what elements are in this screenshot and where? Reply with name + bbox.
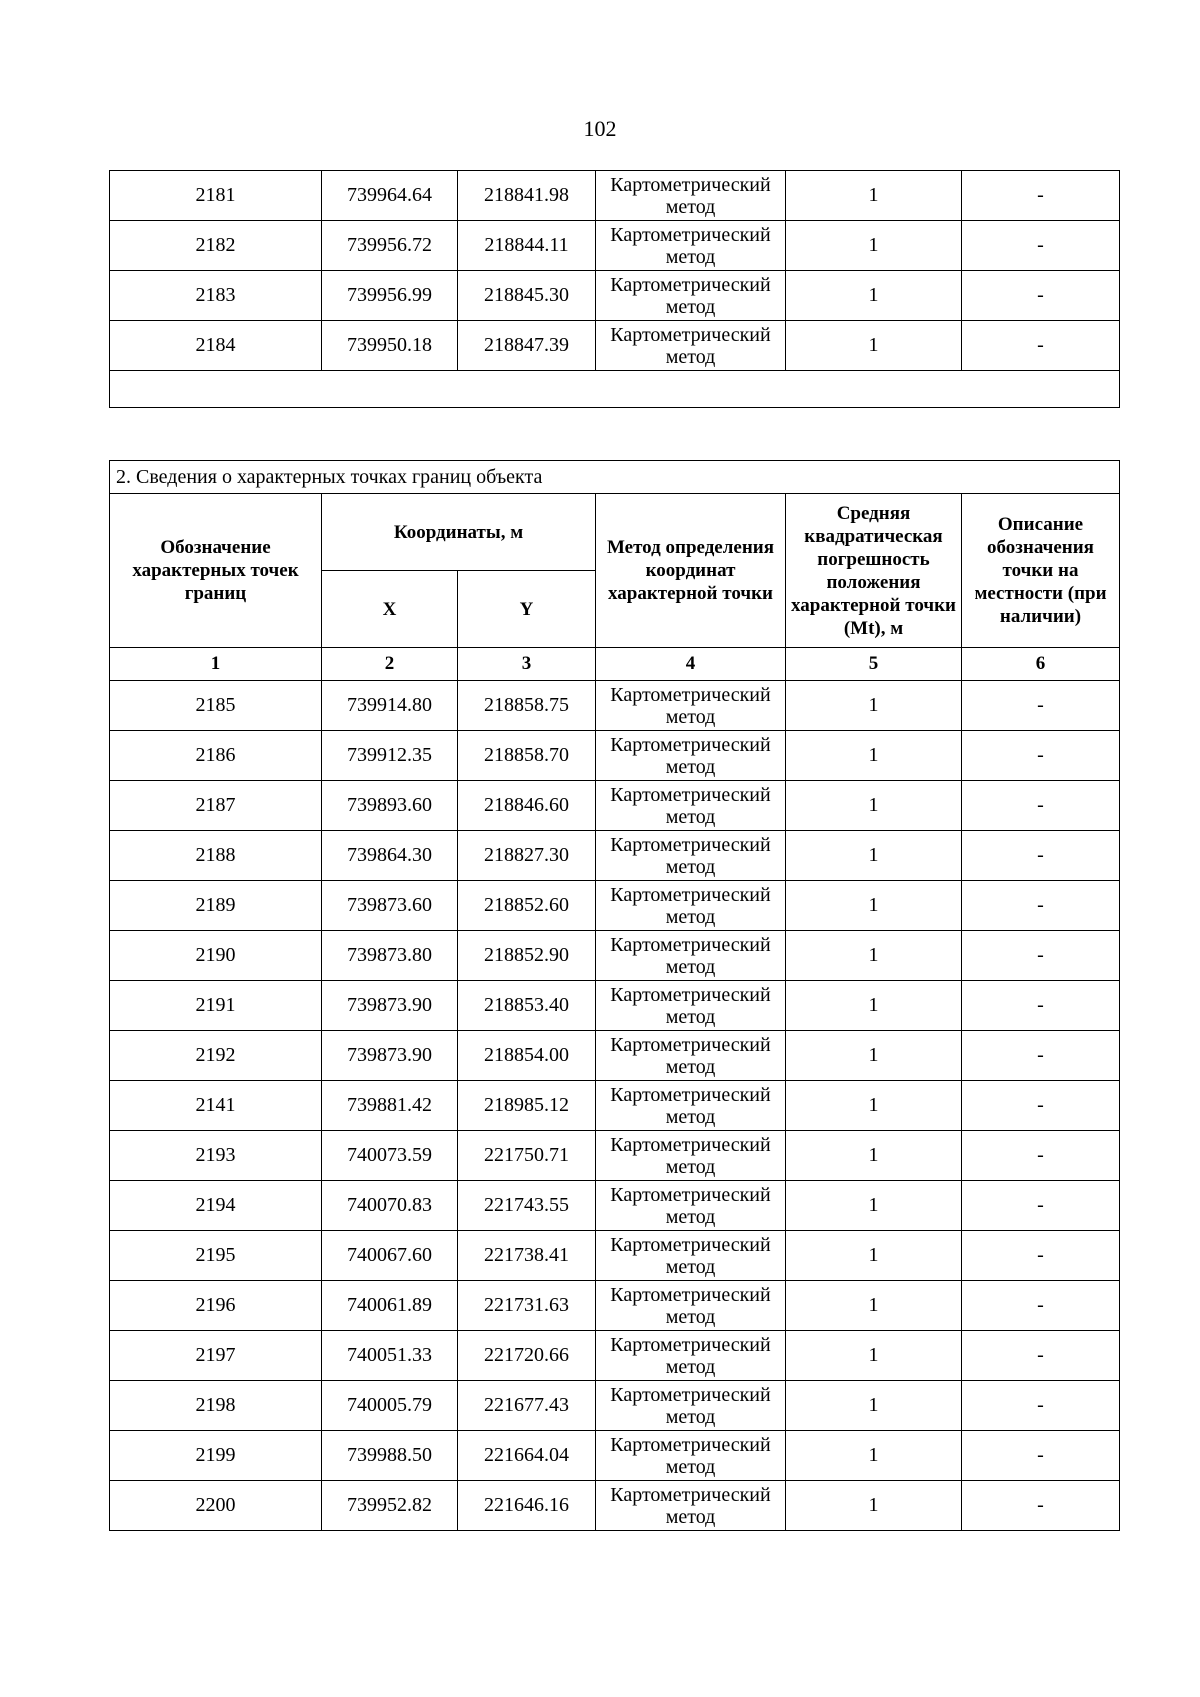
mean-error-cell: 1 <box>786 1131 962 1181</box>
point-id-cell: 2188 <box>110 831 322 881</box>
mean-error-cell: 1 <box>786 1431 962 1481</box>
y-coordinate-cell: 218844.11 <box>458 221 596 271</box>
point-id-cell: 2191 <box>110 981 322 1031</box>
table-row <box>110 271 1120 321</box>
point-id-cell: 2186 <box>110 731 322 781</box>
header-method: Метод определения координат характерной точки <box>596 494 786 648</box>
x-coordinate-cell: 739893.60 <box>322 781 458 831</box>
point-id-cell: 2181 <box>110 171 322 221</box>
method-cell: Картометрический метод <box>596 681 786 731</box>
description-cell: - <box>962 1031 1120 1081</box>
mean-error-cell: 1 <box>786 1331 962 1381</box>
mean-error-cell: 1 <box>786 781 962 831</box>
point-id-cell: 2197 <box>110 1331 322 1381</box>
point-id-cell: 2200 <box>110 1481 322 1531</box>
table-row <box>110 1031 1120 1081</box>
y-coordinate-cell: 221731.63 <box>458 1281 596 1331</box>
point-id-cell: 2199 <box>110 1431 322 1481</box>
column-number: 1 <box>110 648 322 681</box>
point-id-cell: 2194 <box>110 1181 322 1231</box>
table-row <box>110 1381 1120 1431</box>
point-id-cell: 2195 <box>110 1231 322 1281</box>
description-cell: - <box>962 831 1120 881</box>
point-id-cell: 2189 <box>110 881 322 931</box>
method-cell: Картометрический метод <box>596 1431 786 1481</box>
table-row <box>110 1281 1120 1331</box>
x-coordinate-cell: 739873.80 <box>322 931 458 981</box>
point-id-cell: 2185 <box>110 681 322 731</box>
header-x: X <box>322 571 458 648</box>
mean-error-cell: 1 <box>786 1281 962 1331</box>
point-id-cell: 2193 <box>110 1131 322 1181</box>
point-id-cell: 2187 <box>110 781 322 831</box>
x-coordinate-cell: 739956.99 <box>322 271 458 321</box>
column-number: 3 <box>458 648 596 681</box>
boundary-points-table <box>109 460 1120 1531</box>
y-coordinate-cell: 218845.30 <box>458 271 596 321</box>
table-row <box>110 981 1120 1031</box>
x-coordinate-cell: 740005.79 <box>322 1381 458 1431</box>
mean-error-cell: 1 <box>786 221 962 271</box>
section-title: 2. Сведения о характерных точках границ объекта <box>110 461 1120 494</box>
mean-error-cell: 1 <box>786 1181 962 1231</box>
method-cell: Картометрический метод <box>596 981 786 1031</box>
y-coordinate-cell: 218841.98 <box>458 171 596 221</box>
method-cell: Картометрический метод <box>596 881 786 931</box>
description-cell: - <box>962 1331 1120 1381</box>
column-number: 4 <box>596 648 786 681</box>
x-coordinate-cell: 739914.80 <box>322 681 458 731</box>
x-coordinate-cell: 739988.50 <box>322 1431 458 1481</box>
description-cell: - <box>962 1131 1120 1181</box>
method-cell: Картометрический метод <box>596 171 786 221</box>
method-cell: Картометрический метод <box>596 221 786 271</box>
method-cell: Картометрический метод <box>596 1031 786 1081</box>
y-coordinate-cell: 218847.39 <box>458 321 596 371</box>
table-row <box>110 931 1120 981</box>
y-coordinate-cell: 218854.00 <box>458 1031 596 1081</box>
x-coordinate-cell: 740051.33 <box>322 1331 458 1381</box>
x-coordinate-cell: 740073.59 <box>322 1131 458 1181</box>
method-cell: Картометрический метод <box>596 1131 786 1181</box>
description-cell: - <box>962 1431 1120 1481</box>
x-coordinate-cell: 739873.60 <box>322 881 458 931</box>
header-y: Y <box>458 571 596 648</box>
description-cell: - <box>962 221 1120 271</box>
point-id-cell: 2190 <box>110 931 322 981</box>
header-coordinates: Координаты, м <box>322 494 596 571</box>
y-coordinate-cell: 218846.60 <box>458 781 596 831</box>
x-coordinate-cell: 739873.90 <box>322 981 458 1031</box>
y-coordinate-cell: 218852.60 <box>458 881 596 931</box>
mean-error-cell: 1 <box>786 321 962 371</box>
mean-error-cell: 1 <box>786 731 962 781</box>
y-coordinate-cell: 221750.71 <box>458 1131 596 1181</box>
description-cell: - <box>962 321 1120 371</box>
x-coordinate-cell: 739952.82 <box>322 1481 458 1531</box>
table-row <box>110 781 1120 831</box>
y-coordinate-cell: 218858.70 <box>458 731 596 781</box>
y-coordinate-cell: 221720.66 <box>458 1331 596 1381</box>
y-coordinate-cell: 221738.41 <box>458 1231 596 1281</box>
x-coordinate-cell: 739950.18 <box>322 321 458 371</box>
table-row <box>110 1181 1120 1231</box>
x-coordinate-cell: 739964.64 <box>322 171 458 221</box>
y-coordinate-cell: 218858.75 <box>458 681 596 731</box>
method-cell: Картометрический метод <box>596 931 786 981</box>
method-cell: Картометрический метод <box>596 731 786 781</box>
description-cell: - <box>962 1231 1120 1281</box>
mean-error-cell: 1 <box>786 881 962 931</box>
description-cell: - <box>962 171 1120 221</box>
mean-error-cell: 1 <box>786 931 962 981</box>
method-cell: Картометрический метод <box>596 321 786 371</box>
x-coordinate-cell: 739864.30 <box>322 831 458 881</box>
method-cell: Картометрический метод <box>596 1331 786 1381</box>
mean-error-cell: 1 <box>786 1481 962 1531</box>
mean-error-cell: 1 <box>786 831 962 881</box>
mean-error-cell: 1 <box>786 1381 962 1431</box>
point-id-cell: 2184 <box>110 321 322 371</box>
table-row <box>110 881 1120 931</box>
x-coordinate-cell: 739912.35 <box>322 731 458 781</box>
coordinates-table-continued <box>109 170 1120 408</box>
mean-error-cell: 1 <box>786 1231 962 1281</box>
table-row <box>110 681 1120 731</box>
x-coordinate-cell: 739873.90 <box>322 1031 458 1081</box>
method-cell: Картометрический метод <box>596 1481 786 1531</box>
description-cell: - <box>962 1281 1120 1331</box>
point-id-cell: 2196 <box>110 1281 322 1331</box>
point-id-cell: 2183 <box>110 271 322 321</box>
table-row <box>110 1481 1120 1531</box>
table-row <box>110 221 1120 271</box>
table-row <box>110 1081 1120 1131</box>
column-number: 6 <box>962 648 1120 681</box>
point-id-cell: 2198 <box>110 1381 322 1431</box>
description-cell: - <box>962 1481 1120 1531</box>
method-cell: Картометрический метод <box>596 1181 786 1231</box>
x-coordinate-cell: 740067.60 <box>322 1231 458 1281</box>
y-coordinate-cell: 218985.12 <box>458 1081 596 1131</box>
table-row <box>110 831 1120 881</box>
table1-body <box>110 171 1120 371</box>
column-number: 5 <box>786 648 962 681</box>
y-coordinate-cell: 221646.16 <box>458 1481 596 1531</box>
description-cell: - <box>962 1181 1120 1231</box>
point-id-cell: 2182 <box>110 221 322 271</box>
x-coordinate-cell: 740061.89 <box>322 1281 458 1331</box>
mean-error-cell: 1 <box>786 1081 962 1131</box>
description-cell: - <box>962 1381 1120 1431</box>
y-coordinate-cell: 218852.90 <box>458 931 596 981</box>
table-row <box>110 731 1120 781</box>
header-point-designation: Обозначение характерных точек границ <box>110 494 322 648</box>
header-description: Описание обозначения точки на местности (при наличии) <box>962 494 1120 648</box>
header-row <box>110 494 1120 571</box>
header-mean-error: Средняя квадратическая погрешность положения характерной точки (Mt), м <box>786 494 962 648</box>
description-cell: - <box>962 681 1120 731</box>
description-cell: - <box>962 931 1120 981</box>
table-row <box>110 1431 1120 1481</box>
table2-body <box>110 681 1120 1531</box>
y-coordinate-cell: 218853.40 <box>458 981 596 1031</box>
column-number-row <box>110 648 1120 681</box>
page-number: 102 <box>583 116 617 141</box>
mean-error-cell: 1 <box>786 681 962 731</box>
mean-error-cell: 1 <box>786 1031 962 1081</box>
method-cell: Картометрический метод <box>596 831 786 881</box>
mean-error-cell: 1 <box>786 171 962 221</box>
y-coordinate-cell: 218827.30 <box>458 831 596 881</box>
table-row <box>110 171 1120 221</box>
description-cell: - <box>962 981 1120 1031</box>
method-cell: Картометрический метод <box>596 1081 786 1131</box>
x-coordinate-cell: 740070.83 <box>322 1181 458 1231</box>
method-cell: Картометрический метод <box>596 1381 786 1431</box>
y-coordinate-cell: 221677.43 <box>458 1381 596 1431</box>
table-row <box>110 1131 1120 1181</box>
empty-cell <box>110 371 1120 408</box>
method-cell: Картометрический метод <box>596 1281 786 1331</box>
empty-row <box>110 371 1120 408</box>
column-number: 2 <box>322 648 458 681</box>
section-title-row <box>110 461 1120 494</box>
point-id-cell: 2192 <box>110 1031 322 1081</box>
method-cell: Картометрический метод <box>596 271 786 321</box>
description-cell: - <box>962 271 1120 321</box>
table-row <box>110 1231 1120 1281</box>
table-row <box>110 1331 1120 1381</box>
x-coordinate-cell: 739956.72 <box>322 221 458 271</box>
description-cell: - <box>962 781 1120 831</box>
description-cell: - <box>962 881 1120 931</box>
method-cell: Картометрический метод <box>596 781 786 831</box>
y-coordinate-cell: 221743.55 <box>458 1181 596 1231</box>
description-cell: - <box>962 731 1120 781</box>
description-cell: - <box>962 1081 1120 1131</box>
table-row <box>110 321 1120 371</box>
y-coordinate-cell: 221664.04 <box>458 1431 596 1481</box>
point-id-cell: 2141 <box>110 1081 322 1131</box>
mean-error-cell: 1 <box>786 981 962 1031</box>
method-cell: Картометрический метод <box>596 1231 786 1281</box>
mean-error-cell: 1 <box>786 271 962 321</box>
x-coordinate-cell: 739881.42 <box>322 1081 458 1131</box>
